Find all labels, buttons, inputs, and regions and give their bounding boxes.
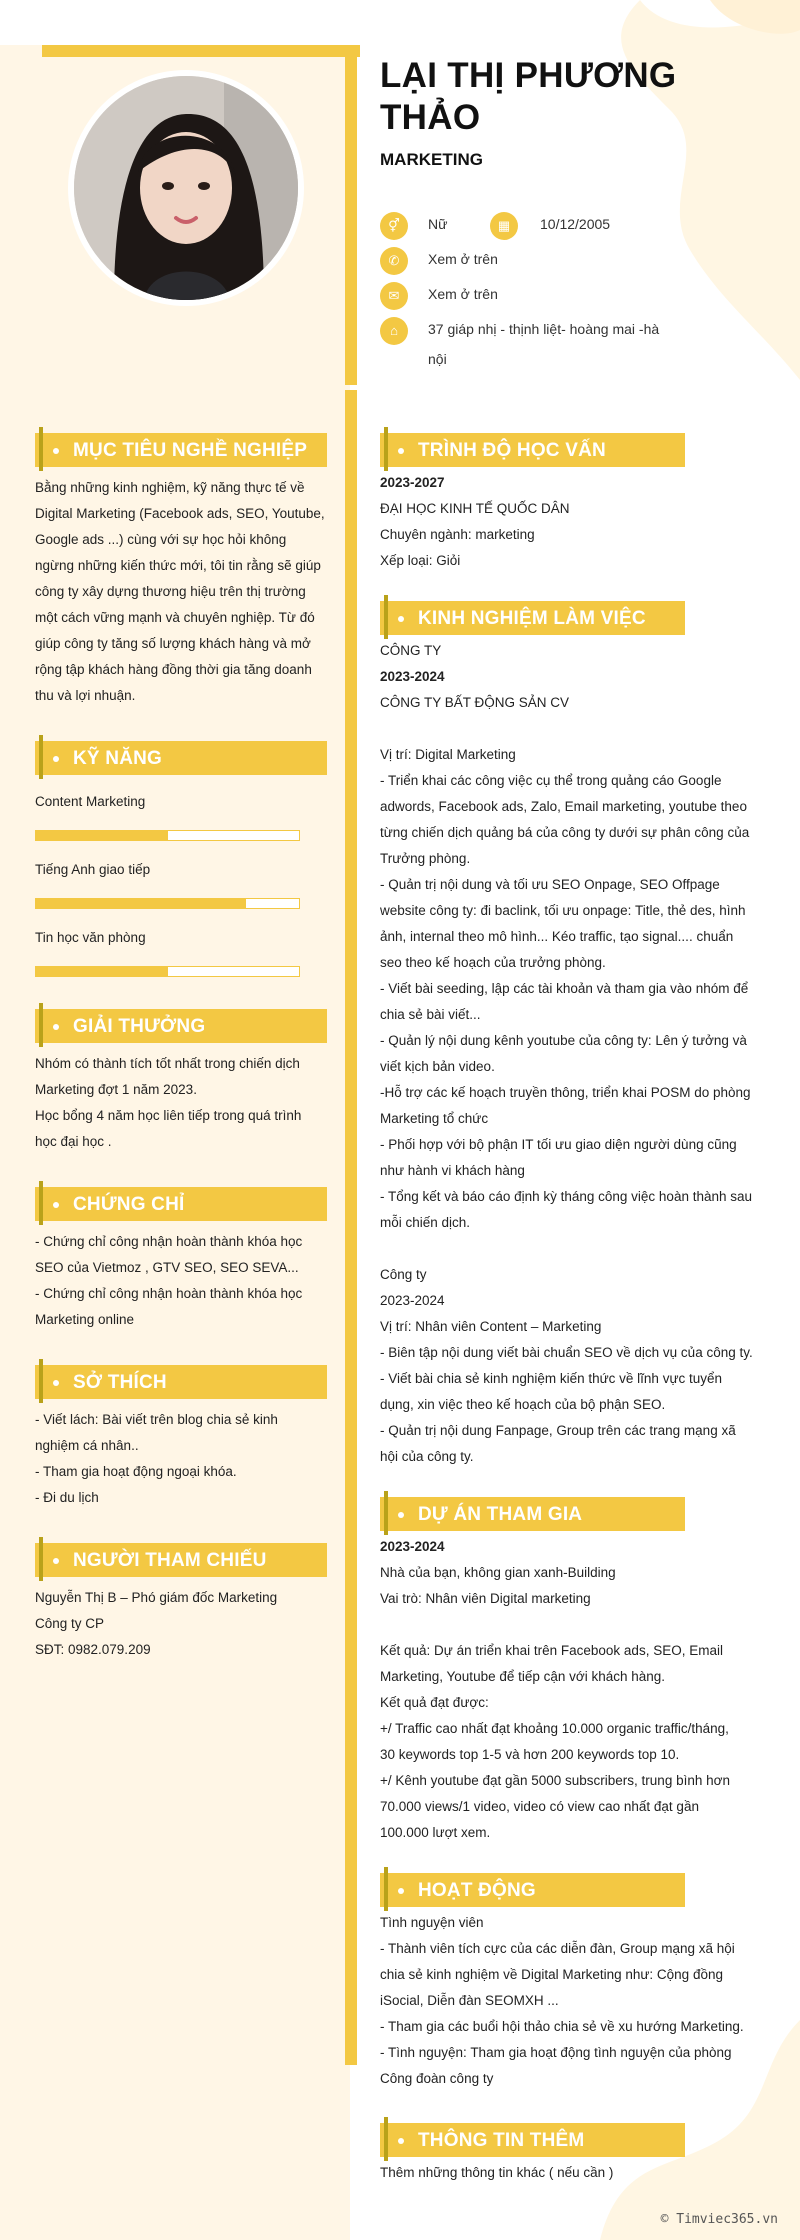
objective-text: [35, 475, 327, 709]
text-line: Trưởng phòng.: [380, 851, 471, 866]
home-icon: ⌂: [380, 317, 408, 345]
text-line: CÔNG TY BẤT ĐỘNG SẢN CV: [380, 695, 570, 710]
skill-bar-fill: [36, 831, 168, 840]
text-line: - Viết lách: Bài viết trên blog chia sẻ kinh: [35, 1412, 278, 1427]
heading-label: GIẢI THƯỞNG: [73, 1016, 206, 1037]
text-line: - Quản trị nội dung Fanpage, Group trên các trang mạng xã: [380, 1423, 736, 1438]
heading-label: THÔNG TIN THÊM: [418, 2130, 585, 2151]
text-line: +/ Traffic cao nhất đạt khoảng 10.000 organic traffic/tháng,: [380, 1721, 729, 1736]
heading-label: KINH NGHIỆM LÀM VIỆC: [418, 608, 646, 629]
heading-tick: [39, 1359, 43, 1403]
projects-text: [380, 1534, 762, 1846]
text-line: Vị trí: Nhân viên Content – Marketing: [380, 1319, 602, 1334]
phone-value: Xem ở trên: [428, 251, 498, 267]
text-line: học đại học .: [35, 1134, 112, 1149]
text-line: 2023-2024: [380, 1293, 445, 1308]
text-line: adwords, Facebook ads, Zalo, Email marketing, youtube theo: [380, 799, 747, 814]
experience-period: 2023-2024: [380, 669, 445, 684]
heading-tick: [384, 1491, 388, 1535]
section-heading-certificates: [35, 1187, 327, 1221]
text-line: - Tham gia hoạt động ngoại khóa.: [35, 1464, 237, 1479]
text-line: Tình nguyện viên: [380, 1915, 484, 1930]
awards-text: [35, 1051, 327, 1155]
heading-bullet: [53, 756, 59, 762]
top-accent-bar: [42, 45, 360, 57]
text-line: một cách vững mạnh và chuyên nghiệp. Từ đó: [35, 610, 315, 625]
heading-bullet: [398, 1888, 404, 1894]
skill-item: [35, 928, 300, 977]
text-line: - Tổng kết và báo cáo định kỳ tháng công việc hoàn thành sau: [380, 1189, 753, 1204]
phone-icon: ✆: [380, 247, 408, 275]
text-line: mỗi chiến dịch.: [380, 1215, 471, 1230]
text-line: Kết quả: Dự án triển khai trên Facebook ads, SEO, Email: [380, 1643, 723, 1658]
watermark: © Timviec365.vn: [660, 2212, 778, 2227]
heading-bullet: [398, 616, 404, 622]
text-line: ĐẠI HỌC KINH TẾ QUỐC DÂN: [380, 501, 570, 516]
section-heading-hobbies: [35, 1365, 327, 1399]
text-line: chia sẻ bài viết...: [380, 1007, 481, 1022]
text-line: Chuyên ngành: marketing: [380, 527, 535, 542]
heading-label: MỤC TIÊU NGHỀ NGHIỆP: [73, 440, 308, 461]
avatar-frame: [68, 70, 304, 306]
text-line: chia sẻ kinh nghiệm về Digital Marketing như: Cộng đồng: [380, 1967, 723, 1982]
skill-bar: [35, 966, 300, 977]
section-heading-objective: [35, 433, 327, 467]
section-heading-education: [380, 433, 685, 467]
heading-tick: [384, 1867, 388, 1911]
extra-text: [380, 2160, 762, 2186]
avatar: [74, 76, 298, 300]
heading-label: NGƯỜI THAM CHIẾU: [73, 1550, 267, 1571]
text-line: - Chứng chỉ công nhận hoàn thành khóa học: [35, 1286, 303, 1301]
certificates-text: [35, 1229, 327, 1333]
text-line: [380, 716, 762, 742]
text-line: nghiệm cá nhân..: [35, 1438, 139, 1453]
skill-label: Tin học văn phòng: [35, 930, 146, 945]
skill-bar-fill: [36, 899, 246, 908]
skill-label: Content Marketing: [35, 794, 146, 809]
gender-value: Nữ: [428, 216, 448, 232]
text-line: dụng, xin việc theo kế hoạch của bộ phận SEO.: [380, 1397, 666, 1412]
heading-bullet: [53, 1558, 59, 1564]
heading-label: DỰ ÁN THAM GIA: [418, 1504, 583, 1525]
column-divider-bar: [345, 390, 357, 2065]
text-line: +/ Kênh youtube đạt gần 5000 subscribers, trung bình hơn: [380, 1773, 730, 1788]
birthday-value: 10/12/2005: [540, 216, 611, 232]
skill-item: [35, 860, 300, 909]
text-line: Nhà của bạn, không gian xanh-Building: [380, 1565, 616, 1580]
text-line: iSocial, Diễn đàn SEOMXH ...: [380, 1993, 559, 2008]
heading-tick: [384, 2117, 388, 2161]
text-line: Học bổng 4 năm học liên tiếp trong quá trình: [35, 1108, 302, 1123]
heading-bullet: [53, 1024, 59, 1030]
address-line-1: 37 giáp nhị - thịnh liệt- hoàng mai -hà: [428, 321, 660, 337]
text-line: website công ty: đi baclink, tối ưu onpage: Title, thẻ des, hình: [380, 903, 746, 918]
address-line-2: nội: [428, 351, 447, 367]
name-line-1: LẠI THỊ PHƯƠNG: [380, 56, 677, 95]
text-line: - Thành viên tích cực của các diễn đàn, Group mạng xã hội: [380, 1941, 735, 1956]
text-line: - Chứng chỉ công nhận hoàn thành khóa học: [35, 1234, 303, 1249]
heading-tick: [384, 427, 388, 471]
text-line: Công ty CP: [35, 1616, 105, 1631]
text-line: ngừng những kiến thức mới, tôi tin rằng sẽ giúp: [35, 558, 321, 573]
text-line: viết kịch bản video.: [380, 1059, 495, 1074]
heading-label: SỞ THÍCH: [73, 1372, 167, 1393]
heading-bullet: [398, 2138, 404, 2144]
section-heading-skills: [35, 741, 327, 775]
education-text: [380, 470, 762, 574]
heading-label: HOẠT ĐỘNG: [418, 1880, 536, 1901]
hobbies-text: [35, 1407, 327, 1511]
text-line: ảnh, internal theo mô hình... Kéo traffic, tạo signal.... chuẩn: [380, 929, 734, 944]
text-line: Digital Marketing (Facebook ads, SEO, Youtube,: [35, 506, 325, 521]
text-line: Marketing đợt 1 năm 2023.: [35, 1082, 197, 1097]
text-line: Nhóm có thành tích tốt nhất trong chiến dịch: [35, 1056, 300, 1071]
text-line: - Phối hợp với bộ phận IT tối ưu giao diện người dùng cũng: [380, 1137, 737, 1152]
heading-label: CHỨNG CHỈ: [73, 1194, 185, 1215]
skill-item: [35, 792, 300, 841]
heading-label: TRÌNH ĐỘ HỌC VẤN: [418, 440, 606, 461]
text-line: 70.000 views/1 video, video có view cao nhất đạt gần: [380, 1799, 699, 1814]
skill-label: Tiếng Anh giao tiếp: [35, 862, 151, 877]
text-line: Marketing tổ chức: [380, 1111, 489, 1126]
text-line: SĐT: 0982.079.209: [35, 1642, 151, 1657]
text-line: Xếp loại: Giỏi: [380, 553, 461, 568]
text-line: - Tham gia các buổi hội thảo chia sẻ về xu hướng Marketing.: [380, 2019, 744, 2034]
text-line: SEO của Vietmoz , GTV SEO, SEO SEVA...: [35, 1260, 299, 1275]
text-line: 100.000 lượt xem.: [380, 1825, 491, 1840]
text-line: giúp công ty tăng số lượng khách hàng và mở: [35, 636, 311, 651]
references-text: [35, 1585, 327, 1663]
text-line: như hành vi khách hàng: [380, 1163, 525, 1178]
text-line: công ty xây dựng thương hiệu trên thị trường: [35, 584, 306, 599]
heading-tick: [39, 1537, 43, 1581]
experience-company: CÔNG TY: [380, 643, 442, 658]
text-line: Bằng những kinh nghiệm, kỹ năng thực tế về: [35, 480, 305, 495]
heading-bullet: [398, 448, 404, 454]
text-line: rộng tập khách hàng đồng thời gia tăng doanh: [35, 662, 312, 677]
text-line: - Quản lý nội dung kênh youtube của công ty: Lên ý tưởng và: [380, 1033, 747, 1048]
heading-label: KỸ NĂNG: [73, 748, 163, 769]
text-line: [380, 1236, 762, 1262]
education-period: 2023-2027: [380, 475, 445, 490]
job-title: MARKETING: [380, 150, 483, 169]
text-line: [380, 1612, 762, 1638]
text-line: Google ads ...) cùng với sự học hỏi không: [35, 532, 287, 547]
header-accent-bar: [345, 55, 357, 385]
heading-bullet: [53, 1380, 59, 1386]
text-line: - Quản trị nội dung và tối ưu SEO Onpage, SEO Offpage: [380, 877, 720, 892]
section-heading-activities: [380, 1873, 685, 1907]
calendar-icon: ▦: [490, 212, 518, 240]
text-line: - Triển khai các công việc cụ thể trong quảng cáo Google: [380, 773, 722, 788]
heading-tick: [39, 735, 43, 779]
heading-bullet: [53, 1202, 59, 1208]
skill-bar: [35, 830, 300, 841]
text-line: -Hỗ trợ các kế hoạch truyền thông, triển khai POSM do phòng: [380, 1085, 751, 1100]
activities-text: [380, 1910, 762, 2092]
email-value: Xem ở trên: [428, 286, 498, 302]
text-line: - Viết bài seeding, lập các tài khoản và tham gia vào nhóm để: [380, 981, 749, 996]
email-icon: ✉: [380, 282, 408, 310]
text-line: - Viết bài chia sẻ kinh nghiệm kiến thức về lĩnh vực tuyển: [380, 1371, 723, 1386]
text-line: từng chiến dịch quảng bá của công ty dưới sự phân công của: [380, 825, 750, 840]
text-line: thu và lợi nhuận.: [35, 688, 136, 703]
text-line: Thêm những thông tin khác ( nếu cần ): [380, 2165, 614, 2180]
text-line: Công ty: [380, 1267, 427, 1282]
text-line: 30 keywords top 1-5 và hơn 200 keywords top 10.: [380, 1747, 680, 1762]
heading-tick: [384, 595, 388, 639]
text-line: hội của công ty.: [380, 1449, 474, 1464]
text-line: seo theo kế hoạch của trưởng phòng.: [380, 955, 606, 970]
text-line: Marketing online: [35, 1312, 135, 1327]
section-heading-awards: [35, 1009, 327, 1043]
gender-icon: ⚥: [380, 212, 408, 240]
text-line: Marketing, Youtube để tiếp cận với khách hàng.: [380, 1669, 666, 1684]
section-heading-experience: [380, 601, 685, 635]
heading-tick: [39, 1003, 43, 1047]
skill-bar-fill: [36, 967, 168, 976]
text-line: Công đoàn công ty: [380, 2071, 494, 2086]
projects-period: 2023-2024: [380, 1539, 445, 1554]
heading-tick: [39, 1181, 43, 1225]
section-heading-projects: [380, 1497, 685, 1531]
section-heading-references: [35, 1543, 327, 1577]
skill-bar: [35, 898, 300, 909]
heading-bullet: [398, 1512, 404, 1518]
text-line: Vị trí: Digital Marketing: [380, 747, 516, 762]
candidate-name: [380, 55, 740, 139]
heading-tick: [39, 427, 43, 471]
text-line: - Đi du lịch: [35, 1490, 99, 1505]
text-line: - Tình nguyện: Tham gia hoạt động tình nguyện của phòng: [380, 2045, 732, 2060]
text-line: - Biên tập nội dung viết bài chuẩn SEO về dịch vụ của công ty.: [380, 1345, 753, 1360]
text-line: Vai trò: Nhân viên Digital marketing: [380, 1591, 591, 1606]
text-line: Nguyễn Thị B – Phó giám đốc Marketing: [35, 1590, 278, 1605]
heading-bullet: [53, 448, 59, 454]
section-heading-extra: [380, 2123, 685, 2157]
address-value: [428, 314, 688, 374]
text-line: Kết quả đạt được:: [380, 1695, 489, 1710]
experience-text: [380, 638, 762, 1470]
avatar-photo: [74, 76, 298, 300]
name-line-2: THẢO: [380, 98, 481, 137]
